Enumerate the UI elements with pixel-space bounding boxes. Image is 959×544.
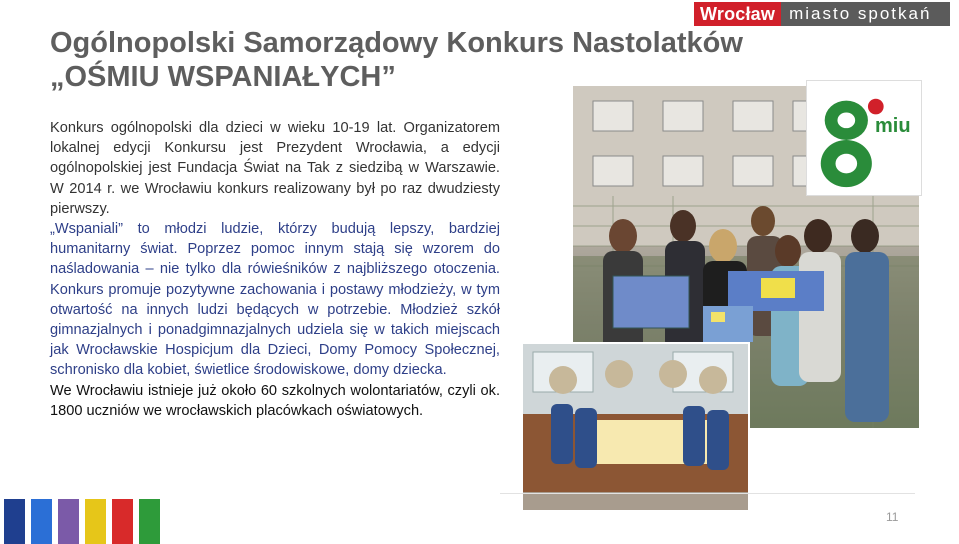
square-purple	[58, 499, 79, 544]
photo-cheerleaders-illustration	[523, 344, 748, 510]
eight-logo-icon	[807, 80, 921, 196]
logo-city: Wrocław	[694, 2, 781, 26]
paragraph-volunteers: We Wrocławiu istnieje już około 60 szkolnych wolontariatów, czyli ok. 1800 uczniów we wrocławskich placówkach oświatowych.	[50, 382, 500, 419]
osmiu-wspanialych-logo	[806, 80, 922, 196]
title-line-2: „OŚMIU WSPANIAŁYCH”	[50, 61, 396, 93]
page-title	[50, 26, 870, 94]
body-text	[50, 118, 500, 421]
paragraph-intro: Konkurs ogólnopolski dla dzieci w wieku 10-19 lat. Organizatorem lokalnej edycji Konkursu jest Prezydent Wrocławia, a edycji ogólnopolskiej jest Fundacja Świat na Tak z siedzibą w Warszawie. W 2014 r. we Wrocławiu konkurs realizowany był po raz dwudziesty pierwszy.	[50, 120, 500, 217]
square-red	[112, 499, 133, 544]
page-number: 11	[886, 510, 899, 524]
logo-slogan: miasto spotkań	[781, 2, 950, 26]
title-line-1: Ogólnopolski Samorządowy Konkurs Nastolatków	[50, 27, 743, 59]
footer-divider	[500, 493, 915, 494]
paragraph-wspaniali: „Wspaniali” to młodzi ludzie, którzy budują lepszy, bardziej humanitarny świat. Poprzez pomoc innym stają się wzorem do naśladowania – nie tylko dla rówieśników z najbliższego otoczenia. Konkurs promuje pozytywne zachowania i postawy młodzieży, w tym otwartość na innych ludzi będących w potrzebie. Młodzież szkół gimnazjalnych i ponadgimnazjalnych udziela się w takich miejscach jak Wrocławskie Hospicjum dla Dzieci, Domy Pomocy Społecznej, schronisko dla kobiet, świetlice środowiskowe, domy dziecka.	[50, 221, 500, 379]
wroclaw-logo	[694, 2, 950, 26]
square-yellow	[85, 499, 106, 544]
square-navy	[4, 499, 25, 544]
square-blue	[31, 499, 52, 544]
photo-cheerleaders	[521, 342, 750, 512]
color-squares	[4, 499, 160, 544]
square-green	[139, 499, 160, 544]
badge-text: miu	[875, 115, 911, 137]
